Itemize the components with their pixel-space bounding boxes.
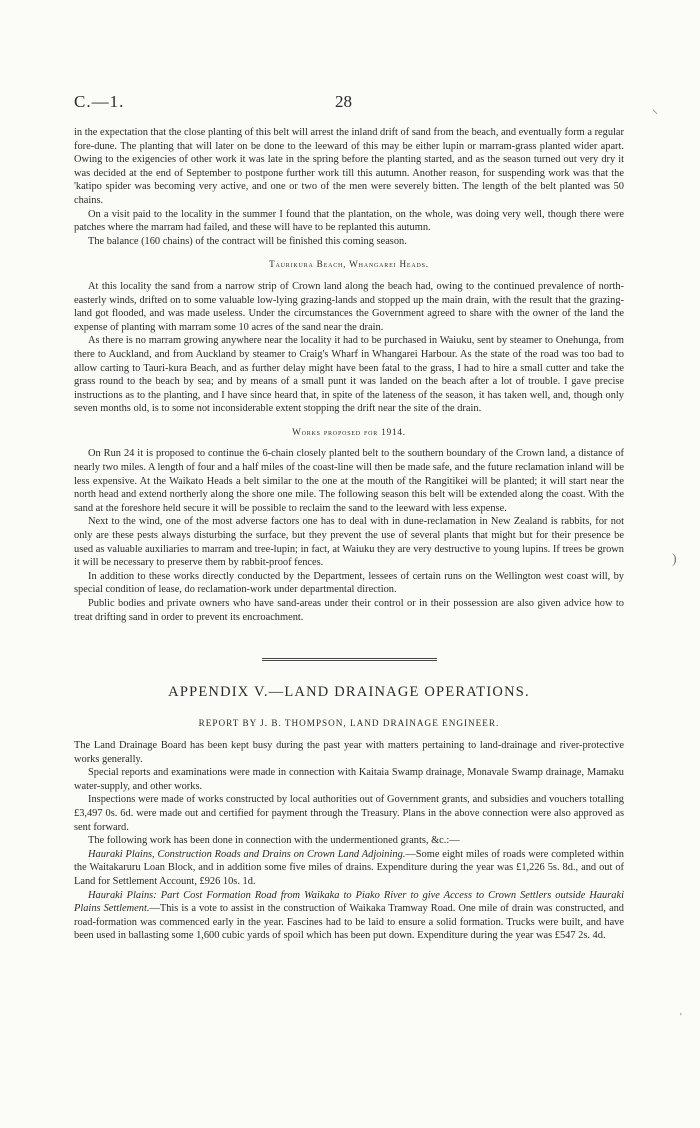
paragraph: in the expectation that the close planting of this belt will arrest the inland drift of sand from the beach, and eventually form a regular fore-dune. The planting that will later on be done to the leeward of this may be either lupin or marram-grass planted wider apart. Owing to the exigencies of other work it was late in the spring before the planting started, and as the season turned out very dry it was decided at the end of September to postpone further work till this autumn. Another reason, for suspending work was that the 'katipo spider was becoming very active, and one or two of the men were severely bitten. The length of the belt planted was 50 chains. bbox=[74, 127, 624, 206]
section-heading: Works proposed for 1914. bbox=[292, 426, 406, 437]
paragraph: Special reports and examinations were made in connection with Kaitaia Swamp drainage, Monavale Swamp drainage, Mamaku water-supply, and other works. bbox=[74, 767, 624, 792]
page-number: 28 bbox=[335, 92, 352, 111]
section-divider bbox=[74, 652, 624, 666]
margin-mark-middle: ) bbox=[672, 552, 677, 567]
grant-text: —This is a vote to assist in the construction of Waikaka Tramway Road. One mile of drain was constructed, and road-formation was commenced early in the year. Fascines had to be laid to ensure a solid formation. Trucks were built, and have been used in ballasting some 1,600 cubic yards of spoil which has been put down. Expenditure during the year was £547 2s. 4d. bbox=[74, 903, 624, 942]
paragraph: At this locality the sand from a narrow strip of Crown land along the beach had, owing to the continued prevalence of north-easterly winds, drifted on to some valuable low-lying grazing-lands and stopped up the main drain, with the result that the grazing-land got flooded, and was made useless. Under the circumstances the Government agreed to share with the owner of the land the expense of planting with marram some 10 acres of the sand near the drain. bbox=[74, 280, 624, 333]
paragraph bbox=[74, 889, 624, 943]
grant-title: Hauraki Plains: Part Cost Formation Road from Waikaka to Piako River to give Access to Crown Settlers outside Hauraki Plains Settlement. bbox=[74, 889, 624, 915]
paragraph: In addition to these works directly conducted by the Department, lessees of certain runs on the Wellington west coast will, by special condition of lease, do reclamation-work under departmental direction. bbox=[74, 570, 624, 596]
paragraph bbox=[74, 848, 624, 889]
paragraph: The balance (160 chains) of the contract will be finished this coming season. bbox=[88, 235, 407, 247]
paragraph: On Run 24 it is proposed to continue the 6-chain closely planted belt to the southern boundary of the Crown land, a distance of nearly two miles. A length of four and a half miles of the coast-line will then be made safe, and the future reclamation inland will be less expensive. At the Waikato Heads a belt similar to the one at the mouth of the Rangitikei will be planted; it will start near the north head and extend northerly along the shore one mile. The following season this belt will be extended along the coast. With the sand at the foreshore held secure it will be possible to reclaim the sand to the leeward with less expense. bbox=[74, 448, 624, 514]
margin-mark-top: ⸜ bbox=[652, 102, 659, 116]
report-byline: REPORT BY J. B. THOMPSON, LAND DRAINAGE ENGINEER. bbox=[198, 718, 500, 729]
document-code: C.—1. bbox=[74, 92, 125, 111]
paragraph: The following work has been done in connection with the undermentioned grants, &c.:— bbox=[88, 835, 460, 847]
appendix-title: APPENDIX V.—LAND DRAINAGE OPERATIONS. bbox=[168, 683, 530, 700]
page-header bbox=[74, 92, 624, 114]
paragraph: As there is no marram growing anywhere near the locality it had to be purchased in Waiuku, sent by steamer to Onehunga, from there to Auckland, and from Auckland by steamer to Craig's Wharf in Whangarei Harbour. As the state of the road was too bad to allow carting to Tauri-kura Beach, and as further delay might have been fatal to the grass, I had to hire a small cutter and take the grass round to the beach by sea; and by means of a small punt it was landed on the beach after a lot of trouble. I gave precise instructions as to the planting, and I have since heard that, in spite of the lateness of the season, it has taken well, and, though only seven months old, is to some not inconsiderable extent stopping the drift near the site of the drain. bbox=[74, 335, 624, 415]
section-heading: Taurikura Beach, Whangarei Heads. bbox=[269, 259, 429, 270]
grant-text: —Some eight miles of roads were completed within the Waitakaruru Loan Block, and in addition some five miles of drains. Expenditure during the year was £1,226 5s. 8d., and out of Land for Settlement Account, £926 10s. 1d. bbox=[74, 848, 624, 887]
paragraph: On a visit paid to the locality in the summer I found that the plantation, on the whole, was doing very well, though there were patches where the marram had failed, and these will have to be replanted this autumn. bbox=[74, 208, 624, 234]
paragraph: Public bodies and private owners who have sand-areas under their control or in their possession are also given advice how to treat drifting sand in order to prevent its encroachment. bbox=[74, 598, 624, 623]
paragraph: Next to the wind, one of the most adverse factors one has to deal with in dune-reclamation in New Zealand is rabbits, for not only are these pests always disturbing the surface, but they prevent the use of several plants that might but for their presence be used as valuable auxiliaries to marram and tree-lupin; in fact, at Waiuku they are very destructive to young lupins. If trees be grown it will be necessary to preserve them by rabbit-proof fences. bbox=[74, 516, 624, 569]
page-body bbox=[74, 126, 624, 943]
grant-title: Hauraki Plains, Construction Roads and Drains on Crown Land Adjoining. bbox=[88, 848, 406, 860]
margin-mark-bottom: ' bbox=[680, 1012, 682, 1023]
paragraph: Inspections were made of works constructed by local authorities out of Government grants, and subsidies and vouchers totalling £3,497 0s. 6d. were made out and certified for payment through the Treasury. Plans in the above connection were also approved as sent forward. bbox=[74, 794, 624, 833]
paragraph: The Land Drainage Board has been kept busy during the past year with matters pertaining to land-drainage and river-protective works generally. bbox=[74, 739, 624, 765]
